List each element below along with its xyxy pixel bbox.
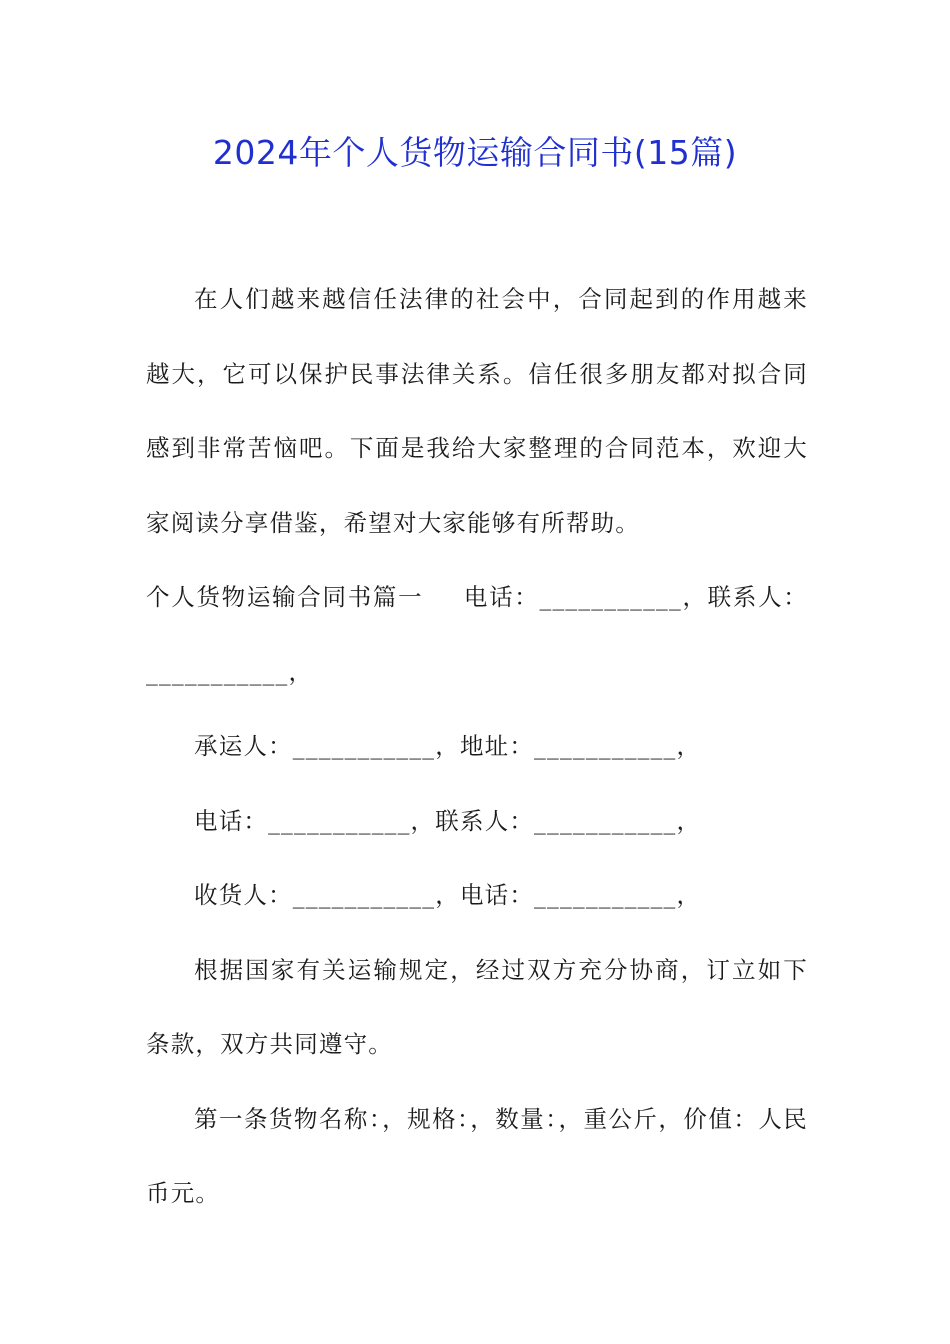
consignee-line: 收货人：___________，电话：___________， [194,881,702,909]
intro-paragraph: 在人们越来越信任法律的社会中，合同起到的作用越来越大，它可以保护民事法律关系。信任很多朋友都对拟合同感到非常苦恼吧。下面是我给大家整理的合同范本，欢迎大家阅读分享借鉴，希望对大家能够有所帮助。 [146,285,808,537]
article-1-paragraph: 第一条货物名称：，规格：，数量：，重公斤，价值：人民币元。 [146,1104,808,1207]
document-body [146,262,808,1231]
section-heading: 个人货物运输合同书篇一 [146,583,424,611]
carrier-phone-line: 电话：___________，联系人：___________， [194,806,702,835]
carrier-line: 承运人：___________，地址：___________， [194,732,702,760]
agreement-paragraph: 根据国家有关运输规定，经过双方充分协商，订立如下条款，双方共同遵守。 [146,955,808,1058]
contact-line: 电话：___________，联系人：___________， [146,583,808,686]
section-first-paragraph [146,560,808,709]
document-title: 2024年个人货物运输合同书(15篇) [212,133,738,172]
